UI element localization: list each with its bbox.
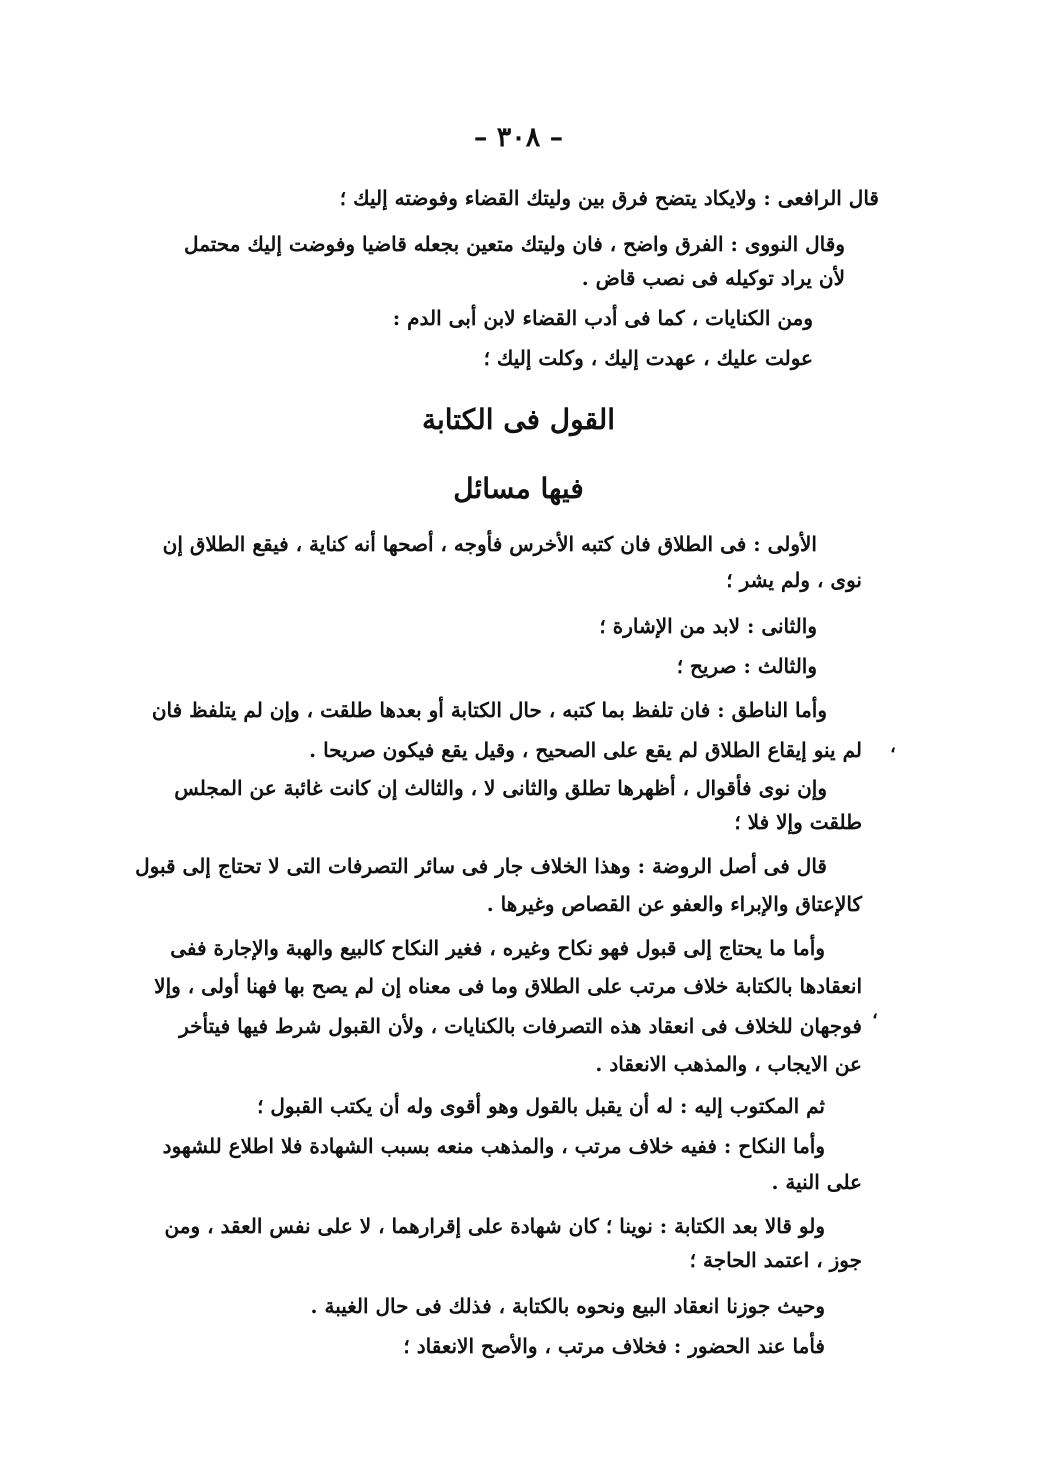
- text-line: كالإعتاق والإبراء والعفو عن القصاص وغيرها .: [486, 892, 862, 916]
- text-line: طلقت وإلا فلا ؛: [734, 810, 862, 834]
- text-line: وقال النووى : الفرق واضح ، فان وليتك متعين بجعله قاضيا وفوضت إليك محتمل: [184, 232, 845, 256]
- text-line: ولو قالا بعد الكتابة : نوينا ؛ كان شهادة على إقرارهما ، لا على نفس العقد ، ومن: [164, 1214, 825, 1238]
- text-line: وإن نوى فأقوال ، أظهرها تطلق والثانى لا ، والثالث إن كانت غائبة عن المجلس: [174, 776, 827, 800]
- text-line: الأولى : فى الطلاق فان كتبه الأخرس فأوجه ، أصحها أنه كناية ، فيقع الطلاق إن: [162, 532, 817, 556]
- page-number: – ٣٠٨ –: [473, 122, 564, 153]
- text-line: وأما الناطق : فان تلفظ بما كتبه ، حال الكتابة أو بعدها طلقت ، وإن لم يتلفظ فان: [151, 698, 827, 722]
- text-line: انعقادها بالكتابة خلاف مرتب على الطلاق وما فى معناه إن لم يصح بها فهنا أولى ، وإلا: [154, 974, 862, 998]
- text-line: لم ينو إيقاع الطلاق لم يقع على الصحيح ، وقيل يقع فيكون صريحا .: [309, 738, 862, 762]
- text-line: قال الرافعى : ولايكاد يتضح فرق بين وليتك القضاء وفوضته إليك ؛: [339, 186, 879, 210]
- section-heading: القول فى الكتابة: [421, 403, 616, 436]
- text-line: جوز ، اعتمد الحاجة ؛: [689, 1248, 862, 1272]
- text-line: وحيث جوزنا انعقاد البيع ونحوه بالكتابة ، فذلك فى حال الغيبة .: [310, 1294, 825, 1318]
- text-line: ثم المكتوب إليه : له أن يقبل بالقول وهو أقوى وله أن يكتب القبول ؛: [257, 1094, 825, 1118]
- text-line: لأن يراد توكيله فى نصب قاض .: [581, 266, 845, 290]
- text-line: ومن الكنايات ، كما فى أدب القضاء لابن أبى الدم :: [392, 306, 813, 330]
- text-line: وأما ما يحتاج إلى قبول فهو نكاح وغيره ، فغير النكاح كالبيع والهبة والإجارة ففى: [170, 936, 825, 960]
- margin-mark: ،: [872, 1002, 878, 1023]
- text-line: والثانى : لابد من الإشارة ؛: [599, 614, 817, 638]
- text-line: عن الايجاب ، والمذهب الانعقاد .: [595, 1052, 862, 1076]
- text-line: عولت عليك ، عهدت إليك ، وكلت إليك ؛: [483, 346, 813, 370]
- text-line: نوى ، ولم يشر ؛: [726, 568, 862, 592]
- text-line: وأما النكاح : ففيه خلاف مرتب ، والمذهب منعه بسبب الشهادة فلا اطلاع للشهود: [162, 1134, 825, 1158]
- margin-mark: ،: [890, 736, 896, 757]
- section-subheading: فيها مسائل: [453, 472, 584, 505]
- text-line: فوجهان للخلاف فى انعقاد هذه التصرفات بالكنايات ، ولأن القبول شرط فيها فيتأخر: [179, 1014, 862, 1038]
- text-line: على النية .: [771, 1170, 862, 1194]
- text-line: قال فى أصل الروضة : وهذا الخلاف جار فى سائر التصرفات التى لا تحتاج إلى قبول: [135, 854, 827, 878]
- text-line: فأما عند الحضور : فخلاف مرتب ، والأصح الانعقاد ؛: [403, 1334, 825, 1358]
- text-line: والثالث : صريح ؛: [676, 654, 817, 678]
